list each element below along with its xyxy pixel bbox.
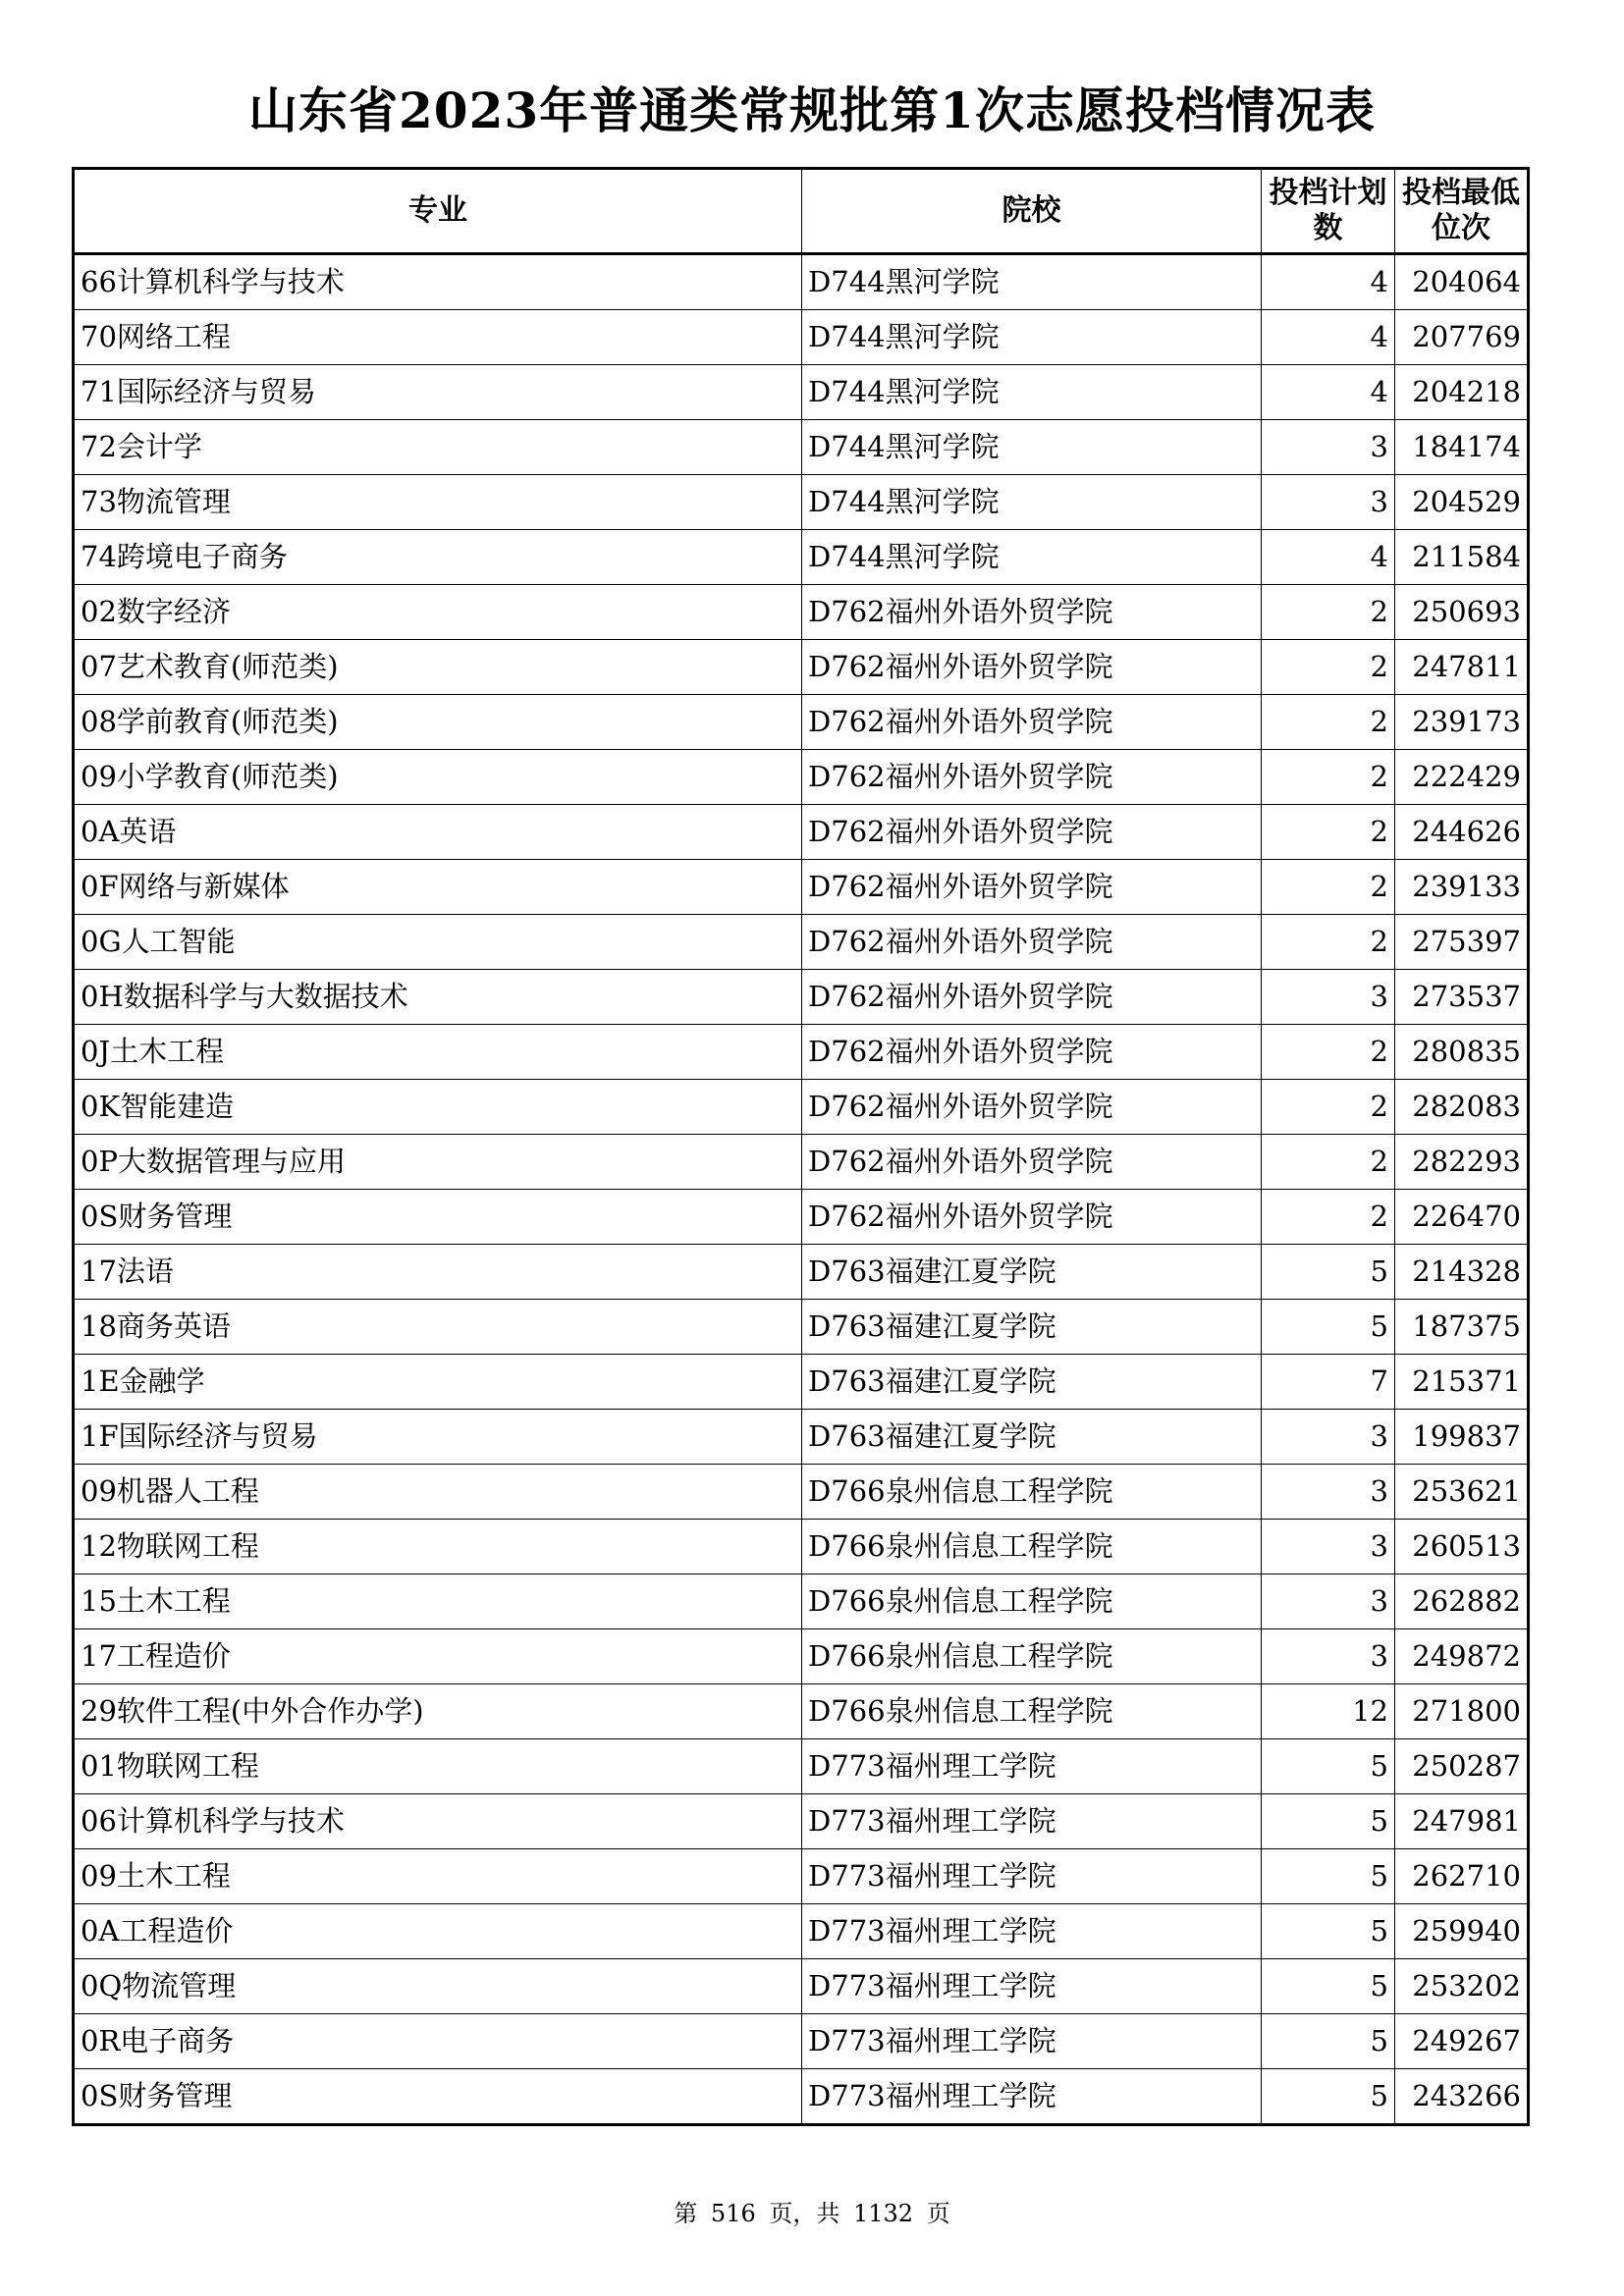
cell-min-rank: 226470 <box>1395 1190 1529 1245</box>
cell-major: 01物联网工程 <box>74 1739 802 1794</box>
cell-school: D763福建江夏学院 <box>802 1410 1262 1465</box>
cell-major: 0P大数据管理与应用 <box>74 1135 802 1190</box>
cell-plan-count: 5 <box>1262 2014 1395 2069</box>
table-row <box>74 1849 1529 1904</box>
table-row <box>74 1794 1529 1849</box>
table-row <box>74 1959 1529 2014</box>
cell-min-rank: 250287 <box>1395 1739 1529 1794</box>
cell-min-rank: 243266 <box>1395 2069 1529 2125</box>
table-row <box>74 1245 1529 1300</box>
cell-plan-count: 5 <box>1262 1300 1395 1355</box>
cell-min-rank: 215371 <box>1395 1355 1529 1410</box>
cell-major: 0Q物流管理 <box>74 1959 802 2014</box>
table-row <box>74 1080 1529 1135</box>
cell-min-rank: 271800 <box>1395 1684 1529 1739</box>
cell-school: D762福州外语外贸学院 <box>802 805 1262 860</box>
cell-school: D766泉州信息工程学院 <box>802 1575 1262 1629</box>
cell-min-rank: 204064 <box>1395 254 1529 310</box>
cell-min-rank: 187375 <box>1395 1300 1529 1355</box>
cell-major: 17法语 <box>74 1245 802 1300</box>
cell-plan-count: 4 <box>1262 254 1395 310</box>
cell-school: D766泉州信息工程学院 <box>802 1684 1262 1739</box>
cell-major: 1F国际经济与贸易 <box>74 1410 802 1465</box>
cell-plan-count: 2 <box>1262 695 1395 750</box>
cell-major: 0H数据科学与大数据技术 <box>74 970 802 1025</box>
cell-major: 08学前教育(师范类) <box>74 695 802 750</box>
cell-plan-count: 2 <box>1262 860 1395 915</box>
cell-school: D762福州外语外贸学院 <box>802 1025 1262 1080</box>
cell-plan-count: 4 <box>1262 310 1395 365</box>
cell-min-rank: 204529 <box>1395 475 1529 530</box>
table-row <box>74 695 1529 750</box>
cell-plan-count: 5 <box>1262 1904 1395 1959</box>
cell-plan-count: 3 <box>1262 1520 1395 1575</box>
cell-plan-count: 5 <box>1262 1849 1395 1904</box>
cell-min-rank: 207769 <box>1395 310 1529 365</box>
table-row <box>74 1904 1529 1959</box>
cell-plan-count: 2 <box>1262 915 1395 970</box>
table-row <box>74 1629 1529 1684</box>
cell-school: D762福州外语外贸学院 <box>802 640 1262 695</box>
cell-plan-count: 5 <box>1262 1794 1395 1849</box>
cell-major: 0R电子商务 <box>74 2014 802 2069</box>
cell-plan-count: 5 <box>1262 2069 1395 2125</box>
table-row <box>74 420 1529 475</box>
cell-plan-count: 3 <box>1262 1465 1395 1520</box>
page-footer: 第 516 页，共 1132 页 <box>674 2200 950 2227</box>
cell-major: 15土木工程 <box>74 1575 802 1629</box>
cell-plan-count: 4 <box>1262 365 1395 420</box>
cell-min-rank: 253202 <box>1395 1959 1529 2014</box>
cell-plan-count: 2 <box>1262 805 1395 860</box>
cell-plan-count: 2 <box>1262 1135 1395 1190</box>
cell-plan-count: 5 <box>1262 1245 1395 1300</box>
cell-min-rank: 282083 <box>1395 1080 1529 1135</box>
table-row <box>74 970 1529 1025</box>
table-body <box>74 254 1529 2125</box>
cell-min-rank: 262882 <box>1395 1575 1529 1629</box>
cell-major: 0K智能建造 <box>74 1080 802 1135</box>
cell-min-rank: 211584 <box>1395 530 1529 585</box>
table-row <box>74 1355 1529 1410</box>
table-row <box>74 915 1529 970</box>
cell-plan-count: 3 <box>1262 475 1395 530</box>
cell-major: 12物联网工程 <box>74 1520 802 1575</box>
cell-school: D773福州理工学院 <box>802 1794 1262 1849</box>
cell-min-rank: 250693 <box>1395 585 1529 640</box>
cell-school: D773福州理工学院 <box>802 1959 1262 2014</box>
cell-school: D744黑河学院 <box>802 365 1262 420</box>
cell-plan-count: 2 <box>1262 1190 1395 1245</box>
table-row <box>74 1300 1529 1355</box>
cell-min-rank: 199837 <box>1395 1410 1529 1465</box>
cell-plan-count: 2 <box>1262 1025 1395 1080</box>
table-row <box>74 1135 1529 1190</box>
cell-min-rank: 282293 <box>1395 1135 1529 1190</box>
cell-plan-count: 3 <box>1262 420 1395 475</box>
table-row <box>74 1520 1529 1575</box>
cell-school: D766泉州信息工程学院 <box>802 1629 1262 1684</box>
cell-school: D762福州外语外贸学院 <box>802 1080 1262 1135</box>
cell-min-rank: 184174 <box>1395 420 1529 475</box>
cell-school: D762福州外语外贸学院 <box>802 750 1262 805</box>
table-row <box>74 805 1529 860</box>
cell-school: D762福州外语外贸学院 <box>802 695 1262 750</box>
table-row <box>74 1575 1529 1629</box>
header-school: 院校 <box>802 169 1262 254</box>
table-row <box>74 1465 1529 1520</box>
cell-min-rank: 262710 <box>1395 1849 1529 1904</box>
cell-major: 09土木工程 <box>74 1849 802 1904</box>
cell-major: 18商务英语 <box>74 1300 802 1355</box>
table-row <box>74 530 1529 585</box>
table-header <box>74 169 1529 254</box>
table-row <box>74 1739 1529 1794</box>
cell-min-rank: 249267 <box>1395 2014 1529 2069</box>
cell-plan-count: 2 <box>1262 640 1395 695</box>
table-row <box>74 1684 1529 1739</box>
cell-min-rank: 214328 <box>1395 1245 1529 1300</box>
cell-major: 17工程造价 <box>74 1629 802 1684</box>
cell-school: D762福州外语外贸学院 <box>802 970 1262 1025</box>
admissions-table <box>72 167 1530 2126</box>
cell-major: 1E金融学 <box>74 1355 802 1410</box>
table-row <box>74 750 1529 805</box>
cell-school: D773福州理工学院 <box>802 1849 1262 1904</box>
cell-plan-count: 2 <box>1262 750 1395 805</box>
cell-major: 06计算机科学与技术 <box>74 1794 802 1849</box>
cell-school: D762福州外语外贸学院 <box>802 1135 1262 1190</box>
cell-major: 07艺术教育(师范类) <box>74 640 802 695</box>
table-row <box>74 585 1529 640</box>
table-row <box>74 1410 1529 1465</box>
cell-school: D744黑河学院 <box>802 310 1262 365</box>
cell-plan-count: 7 <box>1262 1355 1395 1410</box>
cell-min-rank: 247811 <box>1395 640 1529 695</box>
cell-major: 02数字经济 <box>74 585 802 640</box>
cell-school: D763福建江夏学院 <box>802 1245 1262 1300</box>
table-row <box>74 1025 1529 1080</box>
cell-school: D762福州外语外贸学院 <box>802 585 1262 640</box>
table-row <box>74 2069 1529 2125</box>
cell-min-rank: 260513 <box>1395 1520 1529 1575</box>
cell-plan-count: 3 <box>1262 970 1395 1025</box>
cell-major: 72会计学 <box>74 420 802 475</box>
table-row <box>74 310 1529 365</box>
cell-school: D762福州外语外贸学院 <box>802 860 1262 915</box>
cell-major: 09机器人工程 <box>74 1465 802 1520</box>
cell-plan-count: 5 <box>1262 1739 1395 1794</box>
header-row <box>74 169 1529 254</box>
cell-plan-count: 4 <box>1262 530 1395 585</box>
cell-school: D744黑河学院 <box>802 530 1262 585</box>
cell-school: D763福建江夏学院 <box>802 1355 1262 1410</box>
cell-min-rank: 249872 <box>1395 1629 1529 1684</box>
cell-min-rank: 204218 <box>1395 365 1529 420</box>
table-row <box>74 365 1529 420</box>
cell-plan-count: 12 <box>1262 1684 1395 1739</box>
cell-major: 0A英语 <box>74 805 802 860</box>
cell-school: D766泉州信息工程学院 <box>802 1465 1262 1520</box>
cell-major: 0F网络与新媒体 <box>74 860 802 915</box>
cell-major: 0G人工智能 <box>74 915 802 970</box>
table-row <box>74 2014 1529 2069</box>
table-row <box>74 475 1529 530</box>
cell-school: D773福州理工学院 <box>802 1904 1262 1959</box>
header-plan-count: 投档计划数 <box>1262 169 1395 254</box>
table-row <box>74 640 1529 695</box>
cell-school: D773福州理工学院 <box>802 2014 1262 2069</box>
cell-major: 66计算机科学与技术 <box>74 254 802 310</box>
page-title: 山东省2023年普通类常规批第1次志愿投档情况表 <box>248 81 1376 139</box>
cell-min-rank: 247981 <box>1395 1794 1529 1849</box>
cell-min-rank: 239133 <box>1395 860 1529 915</box>
table-row <box>74 254 1529 310</box>
cell-major: 70网络工程 <box>74 310 802 365</box>
table-row <box>74 1190 1529 1245</box>
cell-plan-count: 3 <box>1262 1629 1395 1684</box>
cell-min-rank: 280835 <box>1395 1025 1529 1080</box>
cell-school: D773福州理工学院 <box>802 2069 1262 2125</box>
cell-min-rank: 275397 <box>1395 915 1529 970</box>
cell-plan-count: 2 <box>1262 1080 1395 1135</box>
cell-min-rank: 222429 <box>1395 750 1529 805</box>
cell-school: D766泉州信息工程学院 <box>802 1520 1262 1575</box>
cell-min-rank: 244626 <box>1395 805 1529 860</box>
table-row <box>74 860 1529 915</box>
cell-major: 0A工程造价 <box>74 1904 802 1959</box>
cell-school: D763福建江夏学院 <box>802 1300 1262 1355</box>
cell-school: D744黑河学院 <box>802 254 1262 310</box>
header-major: 专业 <box>74 169 802 254</box>
cell-min-rank: 259940 <box>1395 1904 1529 1959</box>
cell-plan-count: 5 <box>1262 1959 1395 2014</box>
cell-major: 09小学教育(师范类) <box>74 750 802 805</box>
cell-school: D744黑河学院 <box>802 475 1262 530</box>
cell-major: 73物流管理 <box>74 475 802 530</box>
cell-school: D773福州理工学院 <box>802 1739 1262 1794</box>
header-min-rank: 投档最低位次 <box>1395 169 1529 254</box>
cell-plan-count: 2 <box>1262 585 1395 640</box>
cell-school: D762福州外语外贸学院 <box>802 1190 1262 1245</box>
cell-plan-count: 3 <box>1262 1410 1395 1465</box>
cell-school: D762福州外语外贸学院 <box>802 915 1262 970</box>
cell-plan-count: 3 <box>1262 1575 1395 1629</box>
cell-min-rank: 239173 <box>1395 695 1529 750</box>
cell-major: 29软件工程(中外合作办学) <box>74 1684 802 1739</box>
cell-major: 0J土木工程 <box>74 1025 802 1080</box>
cell-major: 0S财务管理 <box>74 2069 802 2125</box>
cell-school: D744黑河学院 <box>802 420 1262 475</box>
cell-major: 71国际经济与贸易 <box>74 365 802 420</box>
cell-min-rank: 253621 <box>1395 1465 1529 1520</box>
cell-major: 0S财务管理 <box>74 1190 802 1245</box>
cell-min-rank: 273537 <box>1395 970 1529 1025</box>
cell-major: 74跨境电子商务 <box>74 530 802 585</box>
